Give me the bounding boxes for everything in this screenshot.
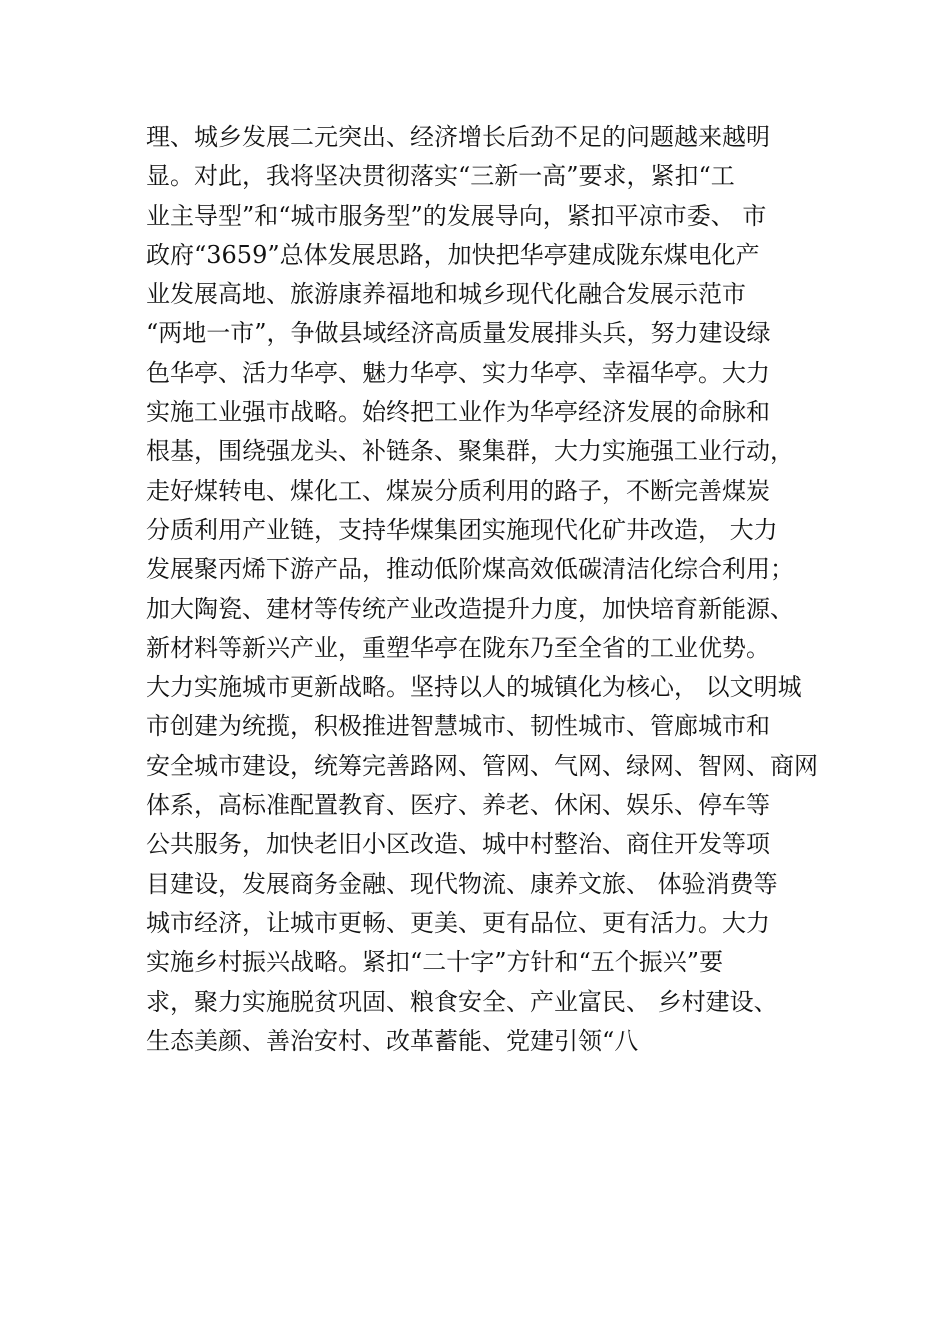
text-line-24: 生态美颜、善治安村、改革蓄能、党建引领“八 [146,1026,639,1055]
text-line-1: 理、城乡发展二元突出、经济增长后劲不足的问题越来越明 [146,123,770,151]
text-line-18: 体系，高标准配置教育、医疗、养老、休闲、娱乐、停车等 [146,791,770,820]
text-line-3: 业主导型”和“城市服务型”的发展导向，紧扣平凉市委、 市 [146,201,767,230]
text-line-8: 实施工业强市战略。始终把工业作为华亭经济发展的命脉和 [146,398,770,427]
text-line-12: 发展聚丙烯下游产品，推动低阶煤高效低碳清洁化综合利用； [146,555,794,584]
body-text [146,118,836,1061]
text-line-5: 业发展高地、旅游康养福地和城乡现代化融合发展示范市 [146,280,746,309]
text-line-11: 分质利用产业链，支持华煤集团实施现代化矿井改造， 大力 [146,515,778,544]
text-line-23: 求，聚力实施脱贫巩固、粮食安全、产业富民、 乡村建设、 [146,987,778,1016]
text-line-22: 实施乡村振兴战略。紧扣“二十字”方针和“五个振兴”要 [146,948,724,977]
text-line-17: 安全城市建设，统筹完善路网、管网、气网、绿网、智网、商网 [146,751,818,780]
text-line-2: 显。对此，我将坚决贯彻落实“三新一高”要求，紧扣“工 [146,162,735,191]
text-line-4: 政府“3659”总体发展思路，加快把华亭建成陇东煤电化产 [146,240,760,269]
text-line-14: 新材料等新兴产业，重塑华亭在陇东乃至全省的工业优势。 [146,633,770,662]
text-line-19: 公共服务，加快老旧小区改造、城中村整治、商住开发等项 [146,830,770,859]
text-line-10: 走好煤转电、煤化工、煤炭分质利用的路子，不断完善煤炭 [146,476,770,505]
text-line-13: 加大陶瓷、建材等传统产业改造提升力度，加快培育新能源、 [146,594,794,623]
text-line-15: 大力实施城市更新战略。坚持以人的城镇化为核心， 以文明城 [146,673,802,702]
text-line-7: 色华亭、活力华亭、魅力华亭、实力华亭、幸福华亭。大力 [146,358,770,387]
text-line-20: 目建设，发展商务金融、现代物流、康养文旅、 体验消费等 [146,869,778,898]
text-line-9: 根基，围绕强龙头、补链条、聚集群，大力实施强工业行动， [146,437,794,466]
text-line-21: 城市经济，让城市更畅、更美、更有品位、更有活力。大力 [146,908,770,937]
text-line-6: “两地一市”，争做县域经济高质量发展排头兵，努力建设绿 [146,319,771,348]
text-line-16: 市创建为统揽，积极推进智慧城市、韧性城市、管廊城市和 [146,712,770,741]
